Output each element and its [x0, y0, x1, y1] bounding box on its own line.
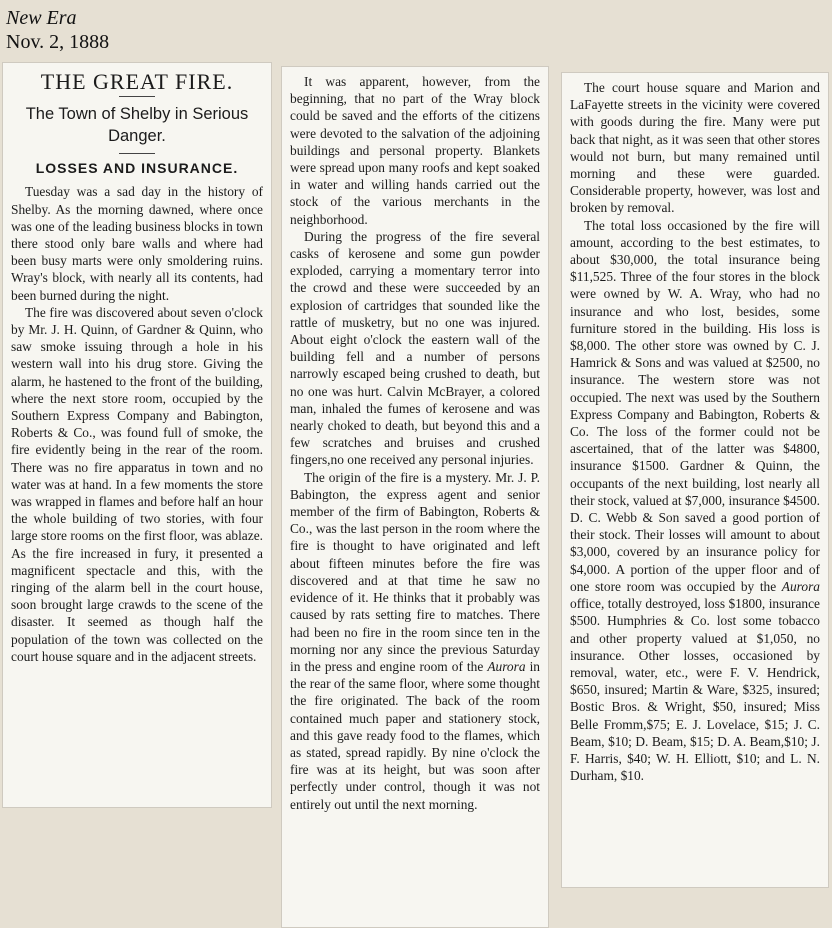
paragraph [570, 217, 820, 785]
newspaper-title-italic: Aurora [487, 658, 526, 674]
article-column-2 [281, 66, 549, 928]
article-column-3 [561, 72, 829, 888]
paragraph [290, 469, 540, 813]
article-headline: THE GREAT FIRE. [40, 69, 234, 94]
paragraph-text: in the rear of the same floor, where some thought the fire originated. The back of the room contained much paper and stationery stock, and this gave ready food to the flames, which as stated, spread rapidly. By nine o'clock the fire was at its height, but was soon after perfectly under control, though it was not entirely out until the next morning. [290, 658, 540, 812]
divider [119, 96, 155, 97]
paragraph: During the progress of the fire several casks of kerosene and some gun powder exploded, carrying a momentary terror into the crowd and these were succeeded by an explosion of cartridges that sounded like the rattle of musketry, but no one was injured. About eight o'clock the eastern wall of the building fell and a number of persons narrowly escaped being crushed to death, but no one was hurt. Calvin McBrayer, a colored man, inhaled the fumes of kerosene and was nearly choked to death, but beyond this and a few scratches and bruises and crushed fingers,no one received any personal injuries. [290, 228, 540, 468]
divider [119, 153, 155, 154]
paragraph: It was apparent, however, from the beginning, that no part of the Wray block could be saved and the efforts of the citizens were devoted to the salvation of the adjoining buildings and personal property. Blankets were spread upon many roofs and kept soaked in water and willing hands carried out the stock of the various merchants in the neighborhood. [290, 74, 540, 227]
section-heading: LOSSES AND INSURANCE. [35, 160, 239, 177]
publication-date: Nov. 2, 1888 [6, 31, 110, 53]
article-column-1 [2, 62, 272, 808]
newspaper-name: New Era [6, 7, 77, 29]
paragraph: The court house square and Marion and LaFayette streets in the vicinity were covered with goods during the fire. Many were put back that night, as it was seen that other stores would not burn, but many remained until morning and these were guarded. Considerable property, however, was lost and broken by removal. [570, 80, 820, 216]
paragraph-text: The origin of the fire is a mystery. Mr. J. P. Babington, the express agent and senior member of the firm of Babington, Roberts & Co., was the last person in the room where the fire is thought to have originated and left about fifteen minutes before the fire was discovered and at that time he saw no evidence of it. He thinks that it probably was caused by rats setting fire to matches. There had been no fire in the room since ten in the morning nor any since the previous Saturday in the press and engine room of the [290, 469, 540, 674]
article-subheadline: The Town of Shelby in Serious Danger. [25, 105, 249, 146]
page-header [6, 6, 109, 54]
newspaper-title-italic: Aurora [781, 578, 820, 594]
paragraph: Tuesday was a sad day in the history of Shelby. As the morning dawned, where once was one of the leading business blocks in town there stood only bare walls and where had been busy marts were only smoldering ruins. Wray's block, with nearly all its contents, had been burned during the night. [11, 184, 263, 303]
paragraph-text: office, totally destroyed, loss $1800, insurance $500. Humphries & Co. lost some tobacco and other property valued at $1,050, no insurance. Other losses, occasioned by removal, water, etc., were F. V. Hendrick, $650, insured; Martin & Ware, $325, insured; Bostic Bros. & Wright, $50, insured; Miss Belle Fromm,$75; E. J. Lovelace, $15; J. C. Beam, $10; D. Beam, $15; D. A. Beam,$10; J. F. Harris, $40; W. H. Elliott, $10; and L. N. Durham, $10. [570, 596, 820, 784]
paragraph-text: The total loss occasioned by the fire will amount, according to the best estimates, to about $30,000, the total insurance being $11,525. Three of the four stores in the block were owned by W. A. Wray, who had no insurance and who lost, besides, some furniture stored in the building. His loss is $8,000. The other store was owned by C. J. Hamrick & Sons and was valued at $2500, no insurance. The western store was not occupied. The next was used by the Southern Express Company and Babington, Roberts & Co. The loss of the former could not be ascertained, that of the latter was $4800, insurance $1500. Gardner & Quinn, the occupants of the next building, lost nearly all their stock, valued at $7,000, insurance $4500. D. C. Webb & Son saved a good portion of their stock. Their losses will amount to about $3,000, covered by an insurance policy for $4,000. A portion of the upper floor and of one store room was occupied by the [570, 217, 820, 594]
paragraph: The fire was discovered about seven o'clock by Mr. J. H. Quinn, of Gardner & Quinn, who saw smoke issuing through a hole in his western wall into his drug store. Giving the alarm, he hastened to the front of the building, where the next store room, occupied by the Southern Express Company and Babington, Roberts & Co., was found full of smoke, the fire evidently being in the rear of the room. There was no fire apparatus in town and no water was at hand. In a few moments the store was wrapped in flames and before half an hour the whole building of two stories, with four large store rooms on the first floor, was ablaze. As the fire increased in fury, it presented a magnificent spectacle and this, with the ringing of the alarm bell in the court house, soon brought large crawds to the scene of the disaster. It seemed as though half the population of the town was collected on the court house square and in the adjacent streets. [11, 304, 263, 664]
